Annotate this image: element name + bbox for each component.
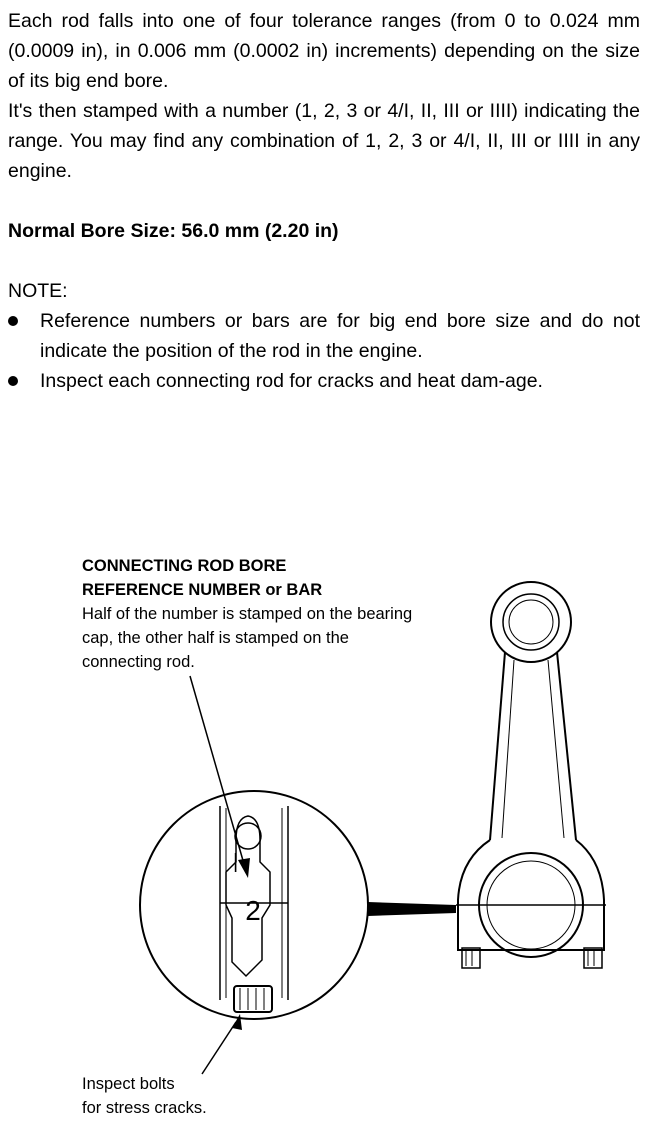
note-item-text: Inspect each connecting rod for cracks and heat dam-age. [40, 370, 543, 392]
connecting-rod [456, 582, 606, 968]
intro-paragraph-1: Each rod falls into one of four tolerance ranges (from 0 to 0.024 mm (0.0009 in), in 0.006 mm (0.0002 in) increments) depending on the size of its big end bore. [8, 10, 640, 92]
inspect-bolts-label [82, 1072, 282, 1120]
note-label: NOTE: [8, 280, 68, 302]
bolt-leader-line [202, 1022, 236, 1074]
callout-body: Half of the number is stamped on the bearing cap, the other half is stamped on the connecting rod. [82, 605, 413, 671]
stamped-bar-mark: | [233, 851, 239, 873]
normal-bore-size: Normal Bore Size: 56.0 mm (2.20 in) [8, 220, 339, 242]
bolt-label-line-1: Inspect bolts [82, 1075, 175, 1093]
intro-paragraph-2: It's then stamped with a number (1, 2, 3 or 4/I, II, III or IIII) indicating the range. You may find any combination of 1, 2, 3 or 4/I, II, III or IIII in any engine. [8, 100, 640, 182]
callout-arrowhead [238, 858, 250, 878]
note-item-text: Reference numbers or bars are for big end bore size and do not indicate the position of the rod in the engine. [40, 310, 640, 362]
detail-connector [368, 902, 456, 916]
callout-title-line-2: REFERENCE NUMBER or BAR [82, 581, 323, 599]
stamped-number: 2 [245, 895, 261, 926]
bolt-label-line-2: for stress cracks. [82, 1099, 207, 1117]
callout-title-line-1: CONNECTING ROD BORE [82, 557, 287, 575]
